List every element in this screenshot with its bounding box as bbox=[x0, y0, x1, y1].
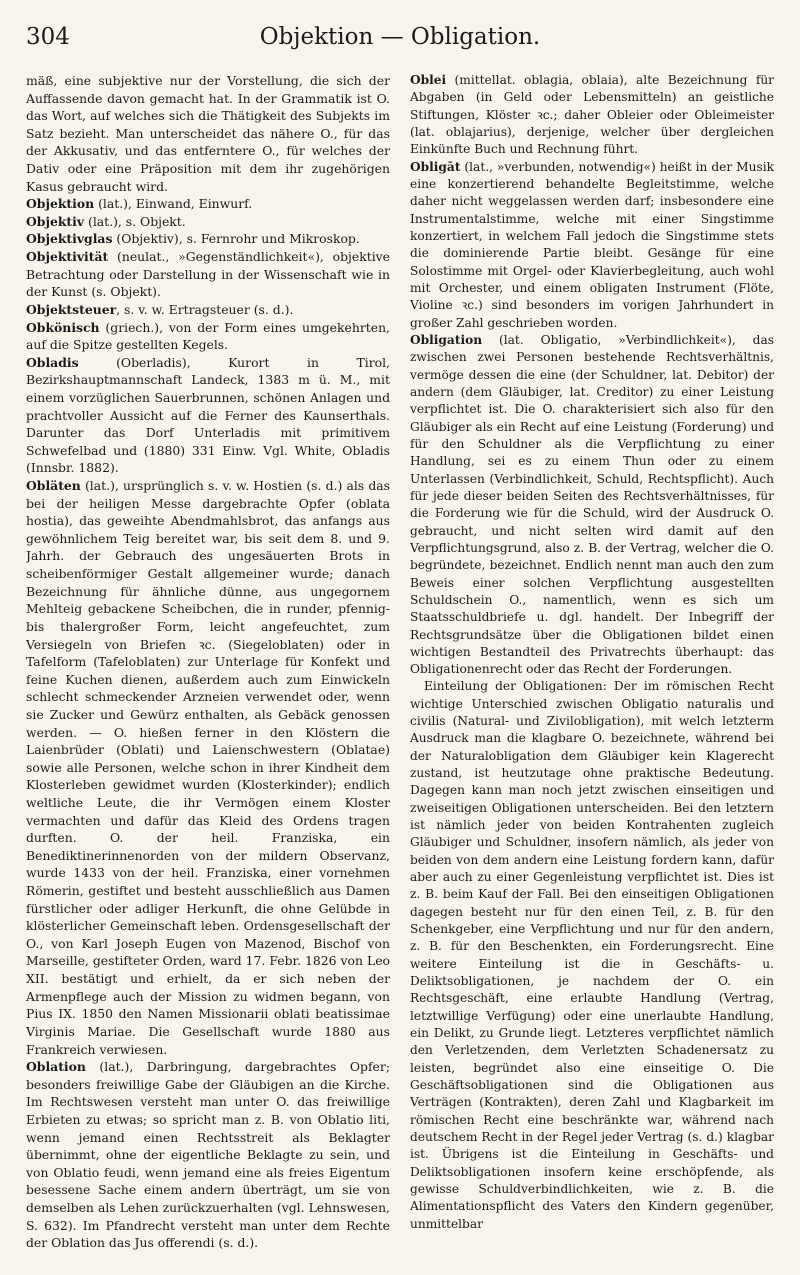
entry-objektiv bbox=[26, 213, 390, 231]
headword: Obligation bbox=[410, 332, 483, 347]
left-column bbox=[26, 72, 390, 1265]
headword: Objektion bbox=[26, 196, 95, 212]
entry-text: (lat. Obligatio, »Verbindlichkeit«), das zwischen zwei Personen bestehende Rechtsverhältnis, vermöge dessen die eine (der Schuldner, lat. Debitor) der andern (dem Gläubiger, lat. Creditor) zu einer Leistung verpflichtet ist. Die O. charakterisiert sich also für den Gläubiger als ein Recht auf eine Leistung (Forderung) und für den Schuldner als die Verpflichtung zu einer Handlung, sei es zu einem Thun oder zu einem Unterlassen (Verbindlichkeit, Schuld, Rechtspflicht). Auch für jede dieser beiden Seiten des Rechtsverhältnisses, für die Forderung wie für die Schuld, wird der Ausdruck O. gebraucht, und nicht selten wird damit auf den Verpflichtungsgrund, also z. B. der Vertrag, welcher die O. begründete, bezeichnet. Endlich nennt man auch den zum Beweis einer solchen Verpflichtung ausgestellten Schuldschein O., namentlich, wenn es sich um Staatsschuldbriefe u. dgl. handelt. Der Inbegriff der Rechtsgrundsätze über die Obligationen bildet einen wichtigen Bestandteil des Privatrechts überhaupt: das Obligationenrecht oder das Recht der Forderungen. bbox=[410, 332, 774, 677]
headword: Obkönisch bbox=[26, 319, 100, 335]
entry-text: mäß, eine subjektive nur der Vorstellung, die sich der Auffassende davon gemacht hat. In der Grammatik ist O. das Wort, auf welches sich die Thätigkeit des Subjekts im Satz bezieht. Man unterscheidet das nähere O., für das der Akkusativ, und das entferntere O., für welches der Dativ oder eine Präposition mit dem ihr zugehörigen Kasus gebraucht wird. bbox=[26, 73, 390, 194]
entry-text: (Objektiv), s. Fernrohr und Mikroskop. bbox=[112, 231, 360, 247]
entry-obligat bbox=[410, 159, 774, 332]
entry-text: (lat., »verbunden, notwendig«) heißt in der Musik eine konzertierend behandelte Begleitstimme, welche daher nicht weggelassen werden darf; insbesondere eine Instrumentalstimme, welche mit einer Singstimme konzertiert, in welchem Fall jedoch die Singstimme stets die dominierende Partie bleibt. Gesänge für eine Solostimme mit Orgel- oder Klavierbegleitung, auch wohl mit Orchester, und einem obligaten Instrument (Flöte, Violine ꝛc.) sind besonders im vorigen Jahrhundert in großer Zahl geschrieben worden. bbox=[410, 159, 774, 330]
text-columns bbox=[26, 72, 774, 1265]
page-number: 304 bbox=[26, 24, 70, 50]
entry-text: (lat.), Einwand, Einwurf. bbox=[94, 196, 253, 212]
headword: Obladis bbox=[26, 354, 79, 370]
entry-objektion bbox=[26, 195, 390, 213]
headword: Objektivität bbox=[26, 249, 109, 265]
headword: Objektsteuer bbox=[26, 301, 117, 317]
entry-text: (mittellat. oblagia, oblaia), alte Bezeichnung für Abgaben (in Geld oder Lebensmitteln) an geistliche Stiftungen, Klöster ꝛc.; daher Obleier oder Obleimeister (lat. oblajarius), derjenige, welcher über dergleichen Einkünfte Buch und Rechnung führt. bbox=[410, 73, 774, 157]
entry-text: (lat.), Darbringung, dargebrachtes Opfer; besonders freiwillige Gabe der Gläubigen an die Kirche. Im Rechtswesen versteht man unter O. das freiwillige Erbieten zu etwas; so spricht man z. B. von Oblatio liti, wenn jemand einen Rechtsstreit als Beklagter übernimmt, ohne der eigentliche Beklagte zu sein, und von Oblatio feudi, wenn jemand eine als freies Eigentum besessene Sache einem andern überträgt, um sie von demselben als Lehen zurückzuerhalten (vgl. Lehnswesen, S. 632). Im Pfandrecht versteht man unter dem Rechte der Oblation das Jus offerendi (s. d.). bbox=[26, 1059, 390, 1251]
entry-obladis bbox=[26, 354, 390, 477]
entry-oblei bbox=[410, 72, 774, 159]
entry-objektivitaet bbox=[26, 248, 390, 301]
entry-objektsteuer bbox=[26, 301, 390, 319]
headword: Obläten bbox=[26, 478, 81, 494]
headword: Oblei bbox=[410, 73, 447, 87]
page-header bbox=[26, 16, 774, 60]
headword: Objektiv bbox=[26, 213, 85, 229]
running-head: Objektion — Obligation. bbox=[259, 24, 541, 50]
headword: Objektivglas bbox=[26, 231, 113, 247]
entry-einteilung bbox=[410, 678, 774, 1233]
headword: Oblation bbox=[26, 1059, 86, 1075]
entry-cont bbox=[26, 72, 390, 195]
entry-obligation bbox=[410, 332, 774, 679]
entry-text: (Oberladis), Kurort in Tirol, Bezirkshauptmannschaft Landeck, 1383 m ü. M., mit einem vorzüglichen Sauerbrunnen, schönen Anlagen und prachtvoller Aussicht auf die Ferner des Kaunserthals. Darunter das Dorf Unterladis mit primitivem Schwefelbad und (1880) 331 Einw. Vgl. White, Obladis (Innsbr. 1882). bbox=[26, 354, 390, 476]
entry-oblaten bbox=[26, 477, 390, 1058]
headword: Obligāt bbox=[410, 159, 461, 174]
entry-text: (griech.), von der Form eines umgekehrten, auf die Spitze gestellten Kegels. bbox=[26, 319, 390, 353]
entry-text: Einteilung der Obligationen: Der im römischen Recht wichtige Unterschied zwischen Obligatio naturalis und civilis (Natural- und Zivilobligation), mit welch letzterm Ausdruck man die klagbare O. bezeichnete, während bei der Naturalobligation dem Gläubiger kein Klagerecht zustand, ist heutzutage ohne praktische Bedeutung. Dagegen kann man noch jetzt zwischen einseitigen und zweiseitigen Obligationen unterscheiden. Bei den letztern ist nämlich jeder von beiden Kontrahenten zugleich Gläubiger und Schuldner, insofern nämlich, als jeder von beiden von dem andern eine Leistung fordern kann, dafür aber auch zu einer Gegenleistung verpflichtet ist. Dies ist z. B. beim Kauf der Fall. Bei den einseitigen Obligationen dagegen besteht nur für den einen Teil, z. B. für den Schenkgeber, eine Verpflichtung und nur für den andern, z. B. für den Beschenkten, ein Forderungsrecht. Eine weitere Einteilung ist die in Geschäfts- u. Deliktsobligationen, je nachdem der O. ein Rechtsgeschäft, eine erlaubte Handlung (Vertrag, letztwillige Verfügung) oder eine unerlaubte Handlung, ein Delikt, zu Grunde liegt. Letzteres verpflichtet nämlich den Verletzenden, dem Verletzten Schadenersatz zu leisten, begründet also eine einseitige O. Die Geschäftsobligationen sind die Obligationen aus Verträgen (Kontrakten), deren Zahl und Klagbarkeit im römischen Recht eine beschränkte war, während nach deutschem Recht in der Regel jeder Vertrag (s. d.) klagbar ist. Übrigens ist die Einteilung in Geschäfts- und Deliktsobligationen insofern keine erschöpfende, als gewisse Schuldverbindlichkeiten, wie z. B. die Alimentationspflicht des Vaters den Kindern gegenüber, unmittelbar bbox=[410, 679, 774, 1231]
entry-objektivglas bbox=[26, 230, 390, 248]
entry-text: (neulat., »Gegenständlichkeit«), objektive Betrachtung oder Darstellung in der Wissenschaft wie in der Kunst (s. Objekt). bbox=[26, 249, 390, 300]
entry-oblation bbox=[26, 1058, 390, 1252]
entry-text: (lat.), s. Objekt. bbox=[84, 213, 186, 229]
entry-text: , s. v. w. Ertragsteuer (s. d.). bbox=[116, 301, 294, 317]
right-column bbox=[410, 72, 774, 1265]
entry-text: (lat.), ursprünglich s. v. w. Hostien (s. d.) als das bei der heiligen Messe dargebrachte Opfer (oblata hostia), das geweihte Abendmahlsbrot, das anfangs aus gewöhnlichem Teig bereitet war, bis seit dem 8. und 9. Jahrh. der Gebrauch des ungesäuerten Brots in scheibenförmiger Gestalt allgemeiner wurde; danach Bezeichnung für ähnliche dünne, aus ungegornem Mehlteig gebackene Scheibchen, die in runder, pfennig- bis thalergroßer Form, leicht angefeuchtet, zum Versiegeln von Briefen ꝛc. (Siegeloblaten) oder in Tafelform (Tafeloblaten) zur Unterlage für Konfekt und feine Kuchen dienen, außerdem auch zum Einwickeln schlecht schmeckender Arzneien verwendet oder, wenn sie Zucker und Gewürz enthalten, als Gebäck genossen werden. — O. hießen ferner in den Klöstern die Laienbrüder (Oblati) und Laienschwestern (Oblatae) sowie alle Personen, welche schon in ihrer Kindheit dem Klosterleben gewidmet wurden (Klosterkinder); endlich weltliche Leute, die ihr Vermögen einem Kloster vermachten und dafür das Kleid des Ordens tragen durften. O. der heil. Franziska, ein Benediktinerinnenorden von der mildern Observanz, wurde 1433 von der heil. Franziska, einer vornehmen Römerin, gestiftet und besteht ausschließlich aus Damen fürstlicher oder adliger Herkunft, die ohne Gelübde in klösterlicher Gemeinschaft leben. Ordensgesellschaft der O., von Karl Joseph Eugen von Mazenod, Bischof von Marseille, gestifteter Orden, ward 17. Febr. 1826 von Leo XII. bestätigt und erhielt, da er sich neben der Armenpflege auch der Mission zu widmen begann, von Pius IX. 1850 den Namen Missionarii oblati beatissimae Virginis Mariae. Die Gesellschaft wurde 1880 aus Frankreich verwiesen. bbox=[26, 478, 390, 1057]
entry-obkonisch bbox=[26, 319, 390, 354]
